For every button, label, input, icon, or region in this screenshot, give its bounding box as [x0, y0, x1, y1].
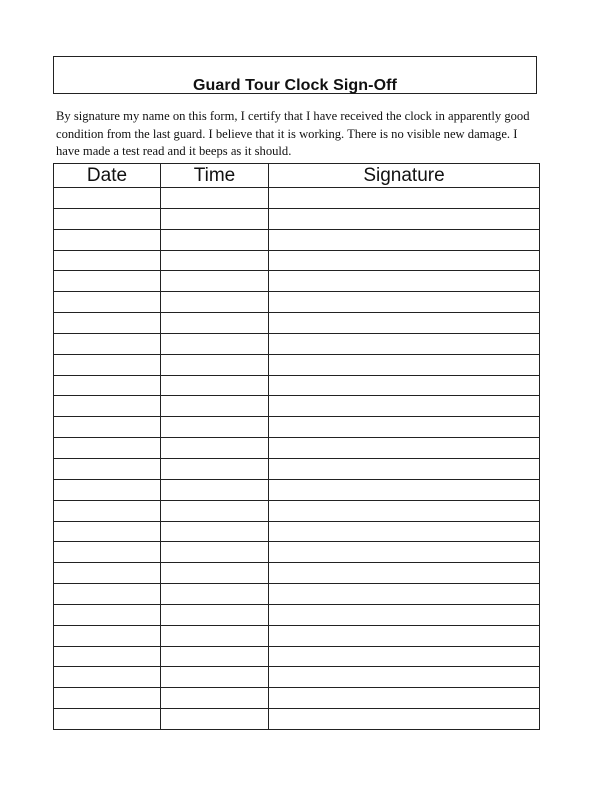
time-cell[interactable] — [161, 667, 269, 688]
signature-cell[interactable] — [269, 313, 540, 334]
signature-cell[interactable] — [269, 625, 540, 646]
column-header-signature: Signature — [269, 164, 540, 188]
time-cell[interactable] — [161, 354, 269, 375]
signature-cell[interactable] — [269, 396, 540, 417]
date-cell[interactable] — [54, 479, 161, 500]
signature-cell[interactable] — [269, 333, 540, 354]
date-cell[interactable] — [54, 688, 161, 709]
signature-cell[interactable] — [269, 667, 540, 688]
table-body — [54, 188, 540, 730]
signature-cell[interactable] — [269, 208, 540, 229]
signature-cell[interactable] — [269, 542, 540, 563]
column-header-date: Date — [54, 164, 161, 188]
signature-cell[interactable] — [269, 250, 540, 271]
table-row — [54, 333, 540, 354]
time-cell[interactable] — [161, 521, 269, 542]
column-header-time: Time — [161, 164, 269, 188]
time-cell[interactable] — [161, 604, 269, 625]
date-cell[interactable] — [54, 584, 161, 605]
time-cell[interactable] — [161, 563, 269, 584]
signature-cell[interactable] — [269, 500, 540, 521]
title-box — [53, 56, 537, 94]
table-row — [54, 688, 540, 709]
time-cell[interactable] — [161, 646, 269, 667]
table-row — [54, 292, 540, 313]
date-cell[interactable] — [54, 396, 161, 417]
time-cell[interactable] — [161, 313, 269, 334]
time-cell[interactable] — [161, 709, 269, 730]
table-row — [54, 500, 540, 521]
time-cell[interactable] — [161, 458, 269, 479]
time-cell[interactable] — [161, 271, 269, 292]
date-cell[interactable] — [54, 354, 161, 375]
date-cell[interactable] — [54, 625, 161, 646]
date-cell[interactable] — [54, 521, 161, 542]
time-cell[interactable] — [161, 542, 269, 563]
time-cell[interactable] — [161, 188, 269, 209]
table-row — [54, 646, 540, 667]
signature-cell[interactable] — [269, 375, 540, 396]
table-row — [54, 375, 540, 396]
date-cell[interactable] — [54, 646, 161, 667]
date-cell[interactable] — [54, 292, 161, 313]
time-cell[interactable] — [161, 229, 269, 250]
time-cell[interactable] — [161, 438, 269, 459]
date-cell[interactable] — [54, 333, 161, 354]
table-row — [54, 229, 540, 250]
time-cell[interactable] — [161, 417, 269, 438]
time-cell[interactable] — [161, 396, 269, 417]
date-cell[interactable] — [54, 458, 161, 479]
table-row — [54, 584, 540, 605]
signature-cell[interactable] — [269, 521, 540, 542]
date-cell[interactable] — [54, 313, 161, 334]
time-cell[interactable] — [161, 292, 269, 313]
time-cell[interactable] — [161, 584, 269, 605]
signature-cell[interactable] — [269, 438, 540, 459]
table-row — [54, 438, 540, 459]
table-row — [54, 417, 540, 438]
signature-cell[interactable] — [269, 479, 540, 500]
table-row — [54, 271, 540, 292]
table-row — [54, 542, 540, 563]
date-cell[interactable] — [54, 667, 161, 688]
date-cell[interactable] — [54, 417, 161, 438]
table-row — [54, 667, 540, 688]
signature-cell[interactable] — [269, 458, 540, 479]
table-row — [54, 479, 540, 500]
table-row — [54, 604, 540, 625]
date-cell[interactable] — [54, 542, 161, 563]
signature-cell[interactable] — [269, 271, 540, 292]
date-cell[interactable] — [54, 271, 161, 292]
table-row — [54, 521, 540, 542]
time-cell[interactable] — [161, 479, 269, 500]
date-cell[interactable] — [54, 563, 161, 584]
signature-cell[interactable] — [269, 604, 540, 625]
signature-cell[interactable] — [269, 292, 540, 313]
date-cell[interactable] — [54, 250, 161, 271]
table-row — [54, 313, 540, 334]
date-cell[interactable] — [54, 229, 161, 250]
time-cell[interactable] — [161, 500, 269, 521]
certification-line: By signature my name on this form, I certify that I have received the clock in apparently good — [56, 109, 530, 123]
form-title: Guard Tour Clock Sign-Off — [193, 77, 397, 94]
certification-line: condition from the last guard. I believe that it is working. There is no visible new damage. I — [56, 126, 518, 141]
date-cell[interactable] — [54, 375, 161, 396]
time-cell[interactable] — [161, 333, 269, 354]
date-cell[interactable] — [54, 709, 161, 730]
table-row — [54, 396, 540, 417]
time-cell[interactable] — [161, 688, 269, 709]
table-row — [54, 709, 540, 730]
time-cell[interactable] — [161, 208, 269, 229]
signature-cell[interactable] — [269, 188, 540, 209]
signature-cell[interactable] — [269, 563, 540, 584]
table-row — [54, 625, 540, 646]
signature-cell[interactable] — [269, 584, 540, 605]
signature-cell[interactable] — [269, 709, 540, 730]
table-row — [54, 250, 540, 271]
table-row — [54, 188, 540, 209]
time-cell[interactable] — [161, 375, 269, 396]
time-cell[interactable] — [161, 250, 269, 271]
table-row — [54, 354, 540, 375]
date-cell[interactable] — [54, 604, 161, 625]
date-cell[interactable] — [54, 438, 161, 459]
table-header-row — [54, 164, 540, 188]
date-cell[interactable] — [54, 500, 161, 521]
certification-line: have made a test read and it beeps as it should. — [56, 144, 292, 158]
date-cell[interactable] — [54, 208, 161, 229]
signature-cell[interactable] — [269, 646, 540, 667]
table-row — [54, 458, 540, 479]
date-cell[interactable] — [54, 188, 161, 209]
table-row — [54, 563, 540, 584]
signature-cell[interactable] — [269, 688, 540, 709]
certification-statement — [56, 108, 546, 161]
signature-cell[interactable] — [269, 354, 540, 375]
signature-cell[interactable] — [269, 417, 540, 438]
sign-off-table — [53, 163, 540, 730]
table-row — [54, 208, 540, 229]
signature-cell[interactable] — [269, 229, 540, 250]
time-cell[interactable] — [161, 625, 269, 646]
